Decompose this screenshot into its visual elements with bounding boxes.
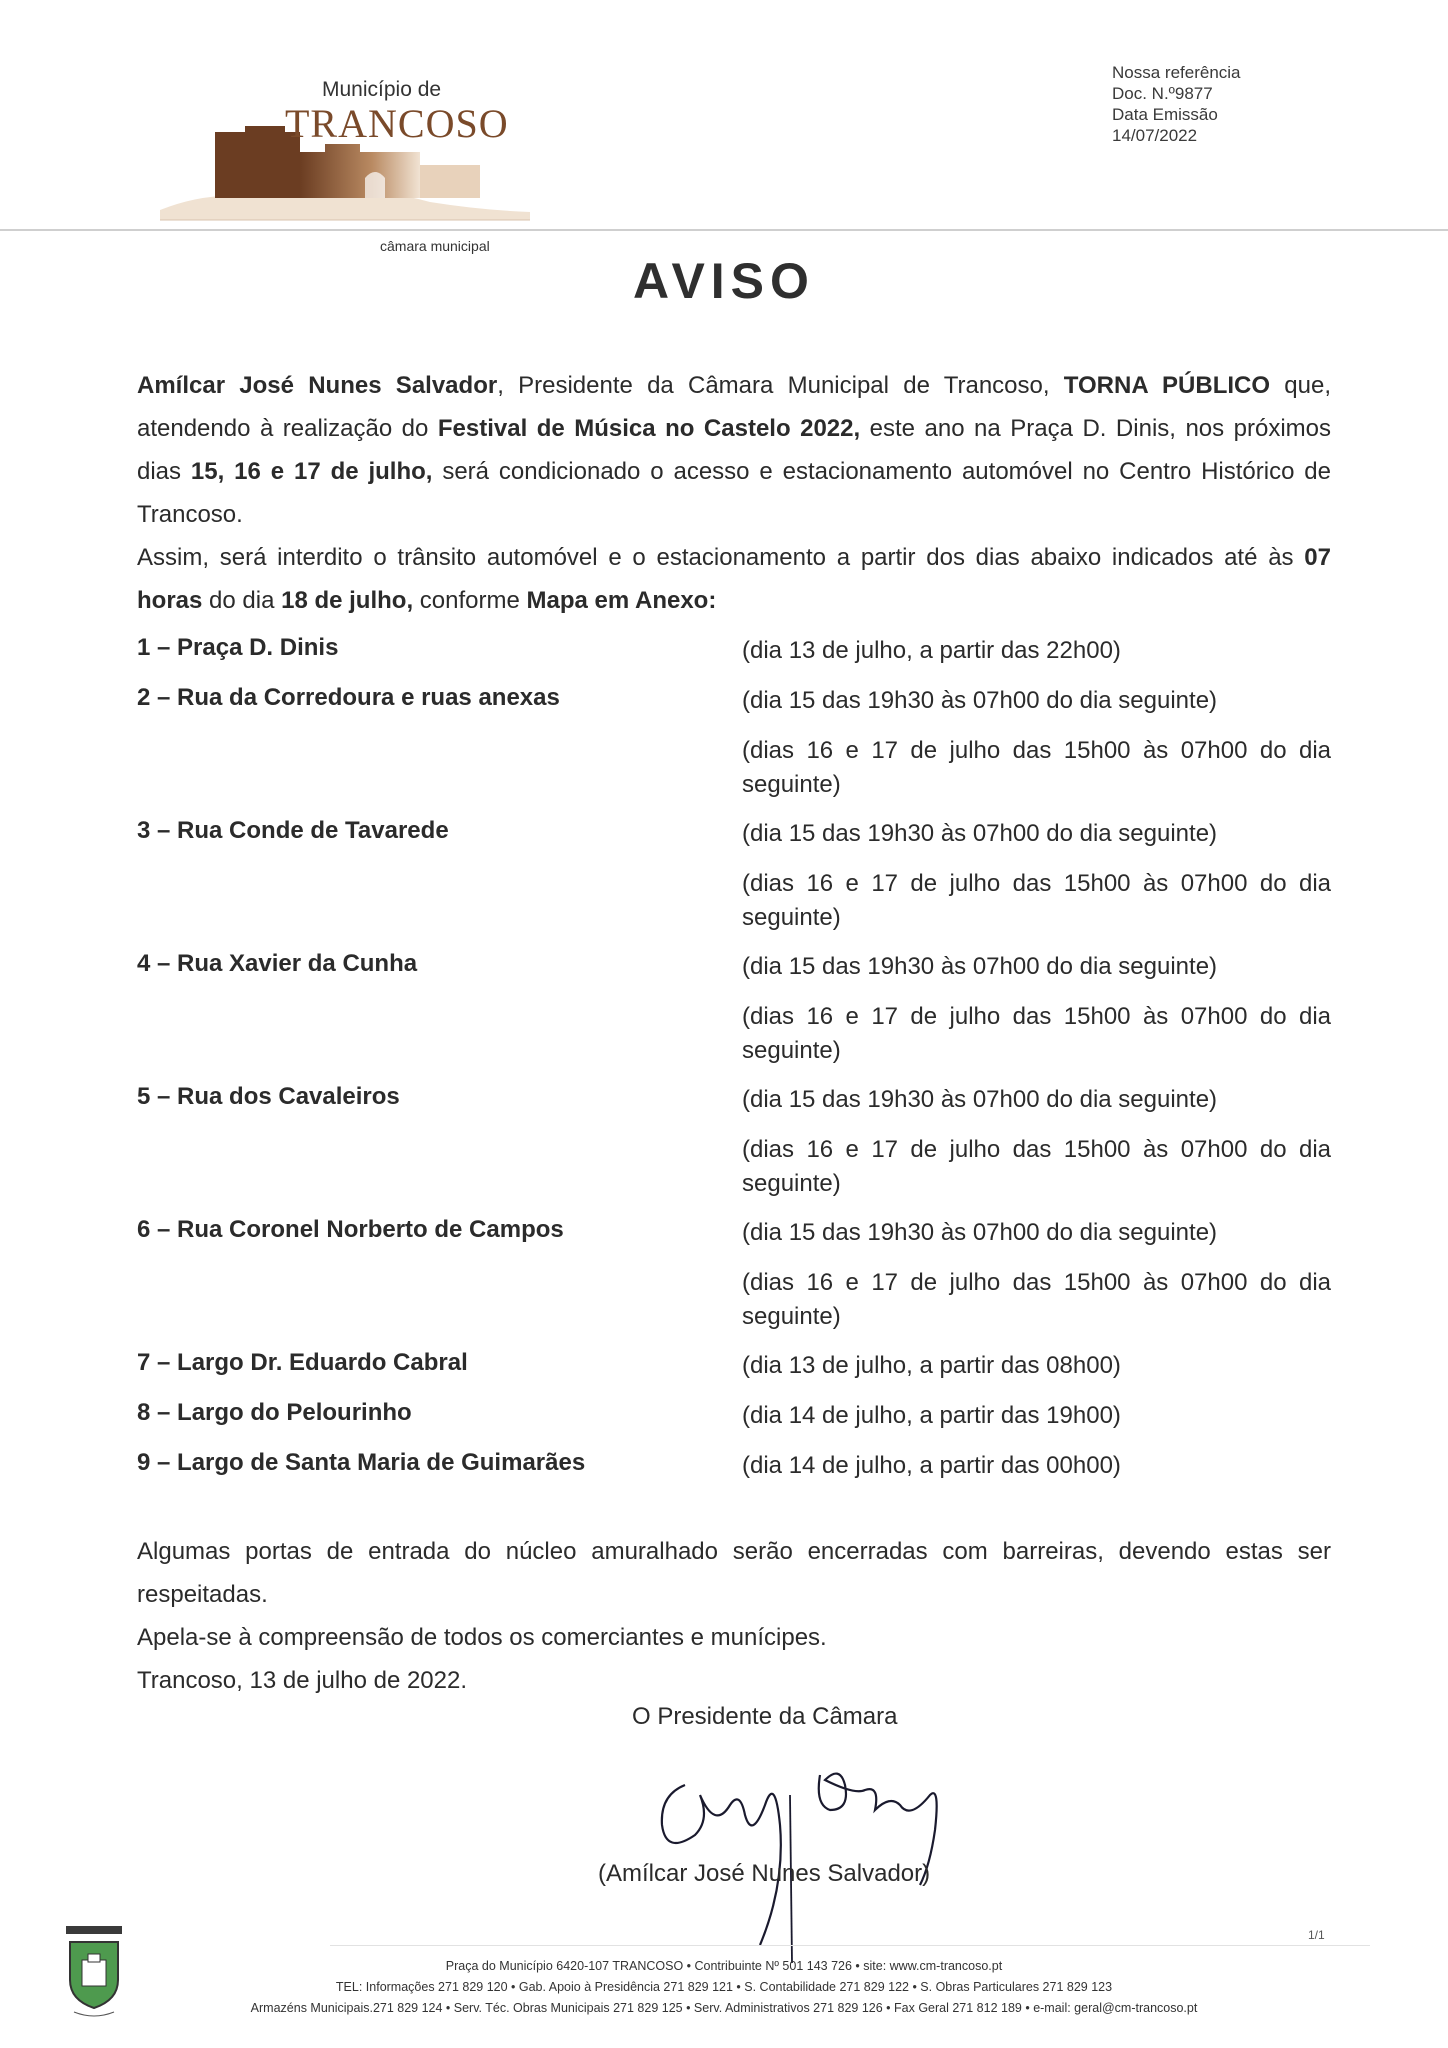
street-time: (dia 13 de julho, a partir das 08h00) <box>742 1352 1121 1379</box>
street-time: (dia 15 das 19h30 às 07h00 do dia seguinte) <box>742 1086 1218 1113</box>
footer-services: Armazéns Municipais.271 829 124 • Serv. Téc. Obras Municipais 271 829 125 • Serv. Administrativos 271 829 126 • Fax Geral 271 812 189 • e-mail: geral@cm-trancoso.pt <box>250 2001 1198 2015</box>
restriction-paragraph <box>137 536 1331 622</box>
street-time: (dia 14 de julho, a partir das 00h00) <box>742 1452 1121 1479</box>
footer-divider <box>330 1945 1370 1946</box>
intro-text-1: , Presidente da Câmara Municipal de Trancoso, <box>497 372 1064 399</box>
president-name: Amílcar José Nunes Salvador <box>137 372 498 399</box>
street-time: (dias 16 e 17 de julho das 15h00 às 07h00 do dia seguinte) <box>742 1136 1331 1197</box>
footer-contacts <box>0 1956 1448 2019</box>
map-reference: Mapa em Anexo: <box>526 587 717 614</box>
signature-role: O Presidente da Câmara <box>632 1703 898 1730</box>
page-title: AVISO <box>633 253 815 309</box>
intro-paragraph <box>137 364 1331 536</box>
reference-label: Nossa referência <box>1112 63 1241 82</box>
street-name: 4 – Rua Xavier da Cunha <box>137 950 418 977</box>
street-name: 2 – Rua da Corredoura e ruas anexas <box>137 684 560 711</box>
street-time: (dias 16 e 17 de julho das 15h00 às 07h00 do dia seguinte) <box>742 737 1331 798</box>
festival-dates: 15, 16 e 17 de julho, <box>190 458 433 485</box>
festival-name: Festival de Música no Castelo 2022, <box>437 415 861 442</box>
logo-line1: Município de <box>322 78 442 101</box>
emission-date: 14/07/2022 <box>1112 126 1198 145</box>
street-name: 7 – Largo Dr. Eduardo Cabral <box>137 1349 468 1376</box>
restriction-text-2: do dia <box>202 587 282 614</box>
closing-date: Trancoso, 13 de julho de 2022. <box>137 1667 468 1694</box>
street-time: (dia 14 de julho, a partir das 19h00) <box>742 1402 1121 1429</box>
street-name: 8 – Largo do Pelourinho <box>137 1399 412 1426</box>
footer-phones: TEL: Informações 271 829 120 • Gab. Apoio à Presidência 271 829 121 • S. Contabilidade 271 829 122 • S. Obras Particulares 271 829 123 <box>335 1980 1113 1994</box>
intro-text-4: será condicionado o acesso e estacionamento automóvel no Centro Histórico de Trancoso. <box>137 458 1332 528</box>
street-time: (dias 16 e 17 de julho das 15h00 às 07h00 do dia seguinte) <box>742 1269 1331 1330</box>
street-time: (dia 15 das 19h30 às 07h00 do dia seguinte) <box>742 953 1218 980</box>
header-divider <box>0 229 1448 231</box>
street-time: (dia 13 de julho, a partir das 22h00) <box>742 637 1121 664</box>
torna-publico: TORNA PÚBLICO <box>1063 372 1271 399</box>
footer-address: Praça do Município 6420-107 TRANCOSO • Contribuinte Nº 501 143 726 • site: www.cm-trancoso.pt <box>445 1959 1003 1973</box>
street-time: (dias 16 e 17 de julho das 15h00 às 07h00 do dia seguinte) <box>742 1003 1331 1064</box>
restriction-text-3: conforme <box>413 587 527 614</box>
street-name: 5 – Rua dos Cavaleiros <box>137 1083 400 1110</box>
closing-appeal: Apela-se à compreensão de todos os comerciantes e munícipes. <box>137 1624 827 1651</box>
intro-text-2: que, atendendo à realização do <box>137 372 1331 442</box>
restriction-text-1: Assim, será interdito o trânsito automóvel e o estacionamento a partir dos dias abaixo indicados até às <box>137 544 1305 571</box>
page-number: 1/1 <box>1308 1928 1325 1942</box>
signature-name: (Amílcar José Nunes Salvador) <box>598 1860 931 1887</box>
logo-line2: TRANCOSO <box>285 101 509 146</box>
document-reference <box>1112 62 1241 146</box>
municipality-logo <box>150 70 530 255</box>
street-time: (dias 16 e 17 de julho das 15h00 às 07h00 do dia seguinte) <box>742 870 1331 931</box>
street-time: (dia 15 das 19h30 às 07h00 do dia seguinte) <box>742 687 1218 714</box>
intro-text-3: este ano na Praça D. Dinis, nos próximos dias <box>137 415 1331 485</box>
street-name: 9 – Largo de Santa Maria de Guimarães <box>137 1449 586 1476</box>
logo-subtitle: câmara municipal <box>380 238 490 254</box>
emission-label: Data Emissão <box>1112 105 1218 124</box>
restriction-hours: 07 horas <box>137 544 1331 614</box>
restriction-day: 18 de julho, <box>281 587 414 614</box>
handwritten-signature <box>640 1735 980 1965</box>
street-name: 6 – Rua Coronel Norberto de Campos <box>137 1216 564 1243</box>
street-name: 3 – Rua Conde de Tavarede <box>137 817 449 844</box>
street-time: (dia 15 das 19h30 às 07h00 do dia seguinte) <box>742 820 1218 847</box>
street-name: 1 – Praça D. Dinis <box>137 634 339 661</box>
street-time: (dia 15 das 19h30 às 07h00 do dia seguinte) <box>742 1219 1218 1246</box>
closing-barriers: Algumas portas de entrada do núcleo amuralhado serão encerradas com barreiras, devendo estas ser respeitadas. <box>137 1538 1331 1608</box>
doc-number: Doc. N.º9877 <box>1112 84 1213 103</box>
